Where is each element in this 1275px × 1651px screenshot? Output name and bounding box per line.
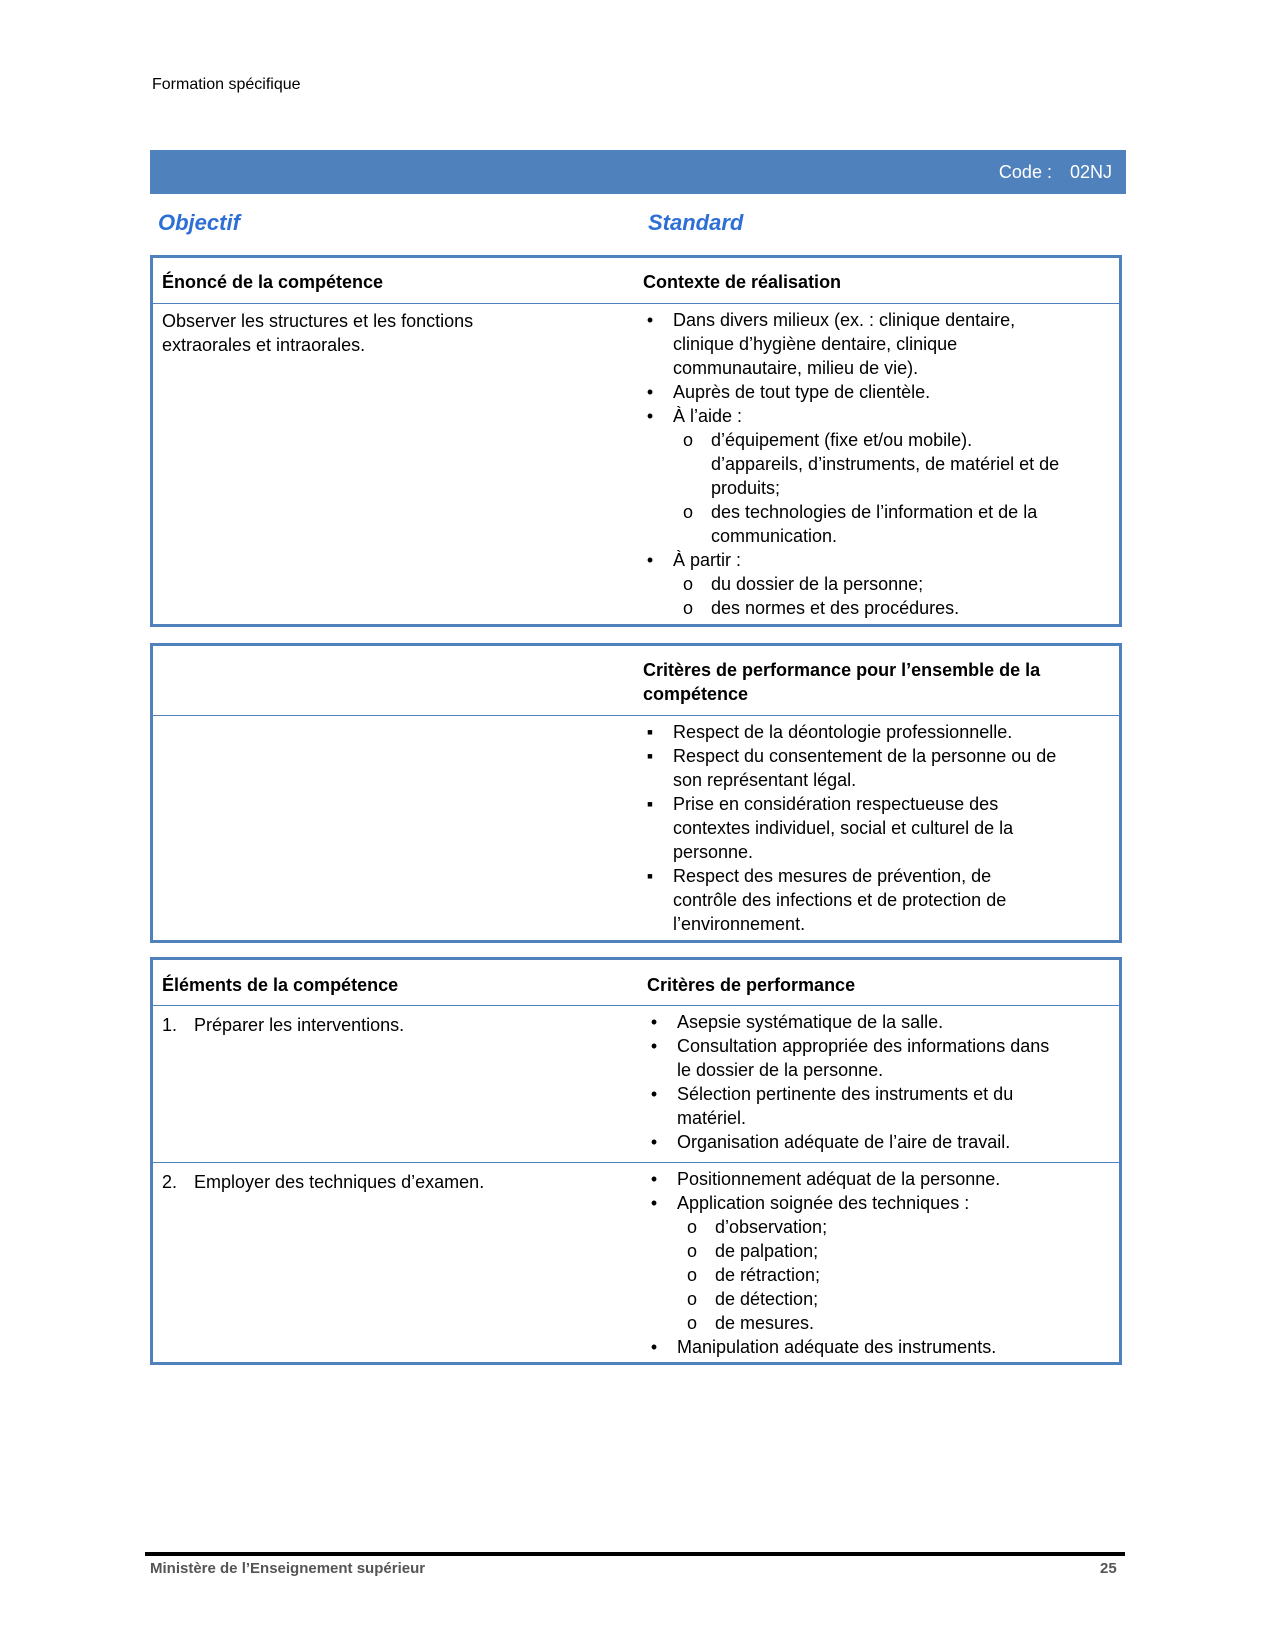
sub-list-item	[673, 572, 1113, 596]
list-item	[647, 1082, 1117, 1130]
element-2-text: Employer des techniques d’examen.	[194, 1172, 485, 1192]
elements-heading: Éléments de la compétence	[162, 975, 399, 995]
context-heading: Contexte de réalisation	[643, 272, 842, 292]
list-item-line: de détection;	[715, 1289, 819, 1309]
list-item-line: d’équipement (fixe et/ou mobile).	[711, 430, 973, 450]
bullet-icon: •	[646, 310, 654, 330]
list-item-line: Prise en considération respectueuse des	[673, 794, 999, 814]
bullet-icon: ▪	[646, 866, 654, 886]
sub-list-item	[673, 452, 1113, 500]
list-item-line: Auprès de tout type de clientèle.	[673, 382, 931, 402]
list-item-line: À partir :	[673, 550, 742, 570]
bullet-icon: •	[650, 1036, 658, 1056]
circle-bullet-icon: o	[687, 1241, 698, 1261]
element-2-criteria	[647, 1167, 1117, 1359]
circle-bullet-icon: o	[683, 574, 694, 594]
row-divider	[153, 715, 1119, 716]
list-item	[643, 548, 1113, 620]
bullet-icon: •	[650, 1169, 658, 1189]
standard-heading: Standard	[648, 210, 744, 235]
bullet-icon: •	[650, 1084, 658, 1104]
list-item-line: de mesures.	[715, 1313, 815, 1333]
list-item-line: Asepsie systématique de la salle.	[677, 1012, 944, 1032]
list-item-line: de rétraction;	[715, 1265, 821, 1285]
objective-heading: Objectif	[158, 210, 240, 235]
footer-ministry: Ministère de l’Enseignement supérieur	[150, 1560, 426, 1577]
list-item	[643, 792, 1113, 864]
circle-bullet-icon: o	[687, 1289, 698, 1309]
list-item-line: Respect du consentement de la personne ou de	[673, 746, 1057, 766]
list-item-line: matériel.	[677, 1108, 747, 1128]
sub-list-item	[677, 1311, 1117, 1335]
element-1-text: Préparer les interventions.	[194, 1015, 405, 1035]
circle-bullet-icon: o	[683, 430, 694, 450]
bullet-icon: •	[646, 382, 654, 402]
list-item	[643, 380, 1113, 404]
list-item	[647, 1335, 1117, 1359]
list-item-line: d’observation;	[715, 1217, 828, 1237]
bullet-icon: ▪	[646, 794, 654, 814]
global-criteria-heading-line-2: compétence	[643, 684, 749, 704]
bullet-icon: •	[650, 1012, 658, 1032]
circle-bullet-icon: o	[687, 1217, 698, 1237]
list-item-line: Respect des mesures de prévention, de	[673, 866, 992, 886]
list-item-line: des technologies de l’information et de la	[711, 502, 1038, 522]
row-divider	[153, 303, 1119, 304]
list-item	[647, 1010, 1117, 1034]
list-item	[643, 864, 1113, 936]
list-item	[643, 720, 1113, 744]
list-item	[647, 1191, 1117, 1335]
list-item-line: Sélection pertinente des instruments et du	[677, 1084, 1014, 1104]
list-item-line: son représentant légal.	[673, 770, 857, 790]
list-item-line: Positionnement adéquat de la personne.	[677, 1169, 1001, 1189]
circle-bullet-icon: o	[683, 598, 694, 618]
elements-table	[150, 957, 1122, 1365]
list-item-line: l’environnement.	[673, 914, 806, 934]
element-2-number: 2.	[162, 1172, 178, 1192]
row-divider	[153, 1162, 1119, 1163]
element-1-title	[162, 1013, 404, 1037]
list-item-line: communication.	[711, 526, 838, 546]
bullet-icon: •	[650, 1193, 658, 1213]
element-1-criteria	[647, 1010, 1117, 1154]
row-divider	[153, 1005, 1119, 1006]
element-2-title	[162, 1170, 484, 1194]
competency-code	[999, 162, 1112, 183]
global-criteria-table	[150, 643, 1122, 943]
sub-list	[673, 572, 1113, 620]
sub-list-item	[677, 1215, 1117, 1239]
context-list	[643, 308, 1113, 620]
code-value: 02NJ	[1069, 162, 1112, 182]
list-item-line: de palpation;	[715, 1241, 819, 1261]
competency-statement-table	[150, 255, 1122, 627]
list-item-line: contextes individuel, social et culturel de la	[673, 818, 1014, 838]
list-item-line: Manipulation adéquate des instruments.	[677, 1337, 997, 1357]
code-banner	[150, 150, 1126, 194]
statement-heading: Énoncé de la compétence	[162, 272, 384, 292]
footer-rule	[145, 1552, 1125, 1556]
list-item-line: clinique d’hygiène dentaire, clinique	[673, 334, 958, 354]
list-item-line: Dans divers milieux (ex. : clinique dentaire,	[673, 310, 1016, 330]
list-item	[643, 404, 1113, 548]
list-item	[647, 1034, 1117, 1082]
list-item	[647, 1130, 1117, 1154]
list-item-line: Consultation appropriée des informations dans	[677, 1036, 1050, 1056]
sub-list-item	[673, 428, 1113, 452]
bullet-icon: •	[646, 550, 654, 570]
sub-list-item	[677, 1287, 1117, 1311]
list-item-line: d’appareils, d’instruments, de matériel et de	[711, 454, 1060, 474]
list-item-line: personne.	[673, 842, 754, 862]
list-item	[643, 308, 1113, 380]
global-criteria-list	[643, 720, 1113, 936]
list-item-line: produits;	[711, 478, 781, 498]
sub-list	[673, 428, 1113, 548]
global-criteria-heading-line-1: Critères de performance pour l’ensemble de la	[643, 660, 1041, 680]
sub-list-item	[673, 596, 1113, 620]
sub-list-item	[677, 1263, 1117, 1287]
list-item-line: Application soignée des techniques :	[677, 1193, 970, 1213]
statement-line-2: extraorales et intraorales.	[162, 335, 366, 355]
list-item-line: Organisation adéquate de l’aire de travail.	[677, 1132, 1011, 1152]
bullet-icon: ▪	[646, 722, 654, 742]
list-item-line: À l’aide :	[673, 406, 743, 426]
circle-bullet-icon: o	[687, 1265, 698, 1285]
list-item-line: des normes et des procédures.	[711, 598, 960, 618]
bullet-icon: •	[646, 406, 654, 426]
list-item-line: du dossier de la personne;	[711, 574, 924, 594]
page-number: 25	[1100, 1560, 1117, 1577]
circle-bullet-icon: o	[683, 502, 694, 522]
code-label: Code :	[998, 162, 1052, 182]
running-header: Formation spécifique	[152, 76, 301, 93]
bullet-icon: •	[650, 1132, 658, 1152]
sub-list-item	[677, 1239, 1117, 1263]
list-item-line: Respect de la déontologie professionnelle.	[673, 722, 1013, 742]
sub-list	[677, 1215, 1117, 1335]
element-1-number: 1.	[162, 1015, 178, 1035]
sub-list-item	[673, 500, 1113, 548]
list-item-line: le dossier de la personne.	[677, 1060, 884, 1080]
bullet-icon: ▪	[646, 746, 654, 766]
list-item	[643, 744, 1113, 792]
bullet-icon: •	[650, 1337, 658, 1357]
statement-line-1: Observer les structures et les fonctions	[162, 311, 474, 331]
list-item-line: communautaire, milieu de vie).	[673, 358, 919, 378]
performance-heading: Critères de performance	[647, 975, 856, 995]
circle-bullet-icon: o	[687, 1313, 698, 1333]
list-item	[647, 1167, 1117, 1191]
list-item-line: contrôle des infections et de protection de	[673, 890, 1007, 910]
